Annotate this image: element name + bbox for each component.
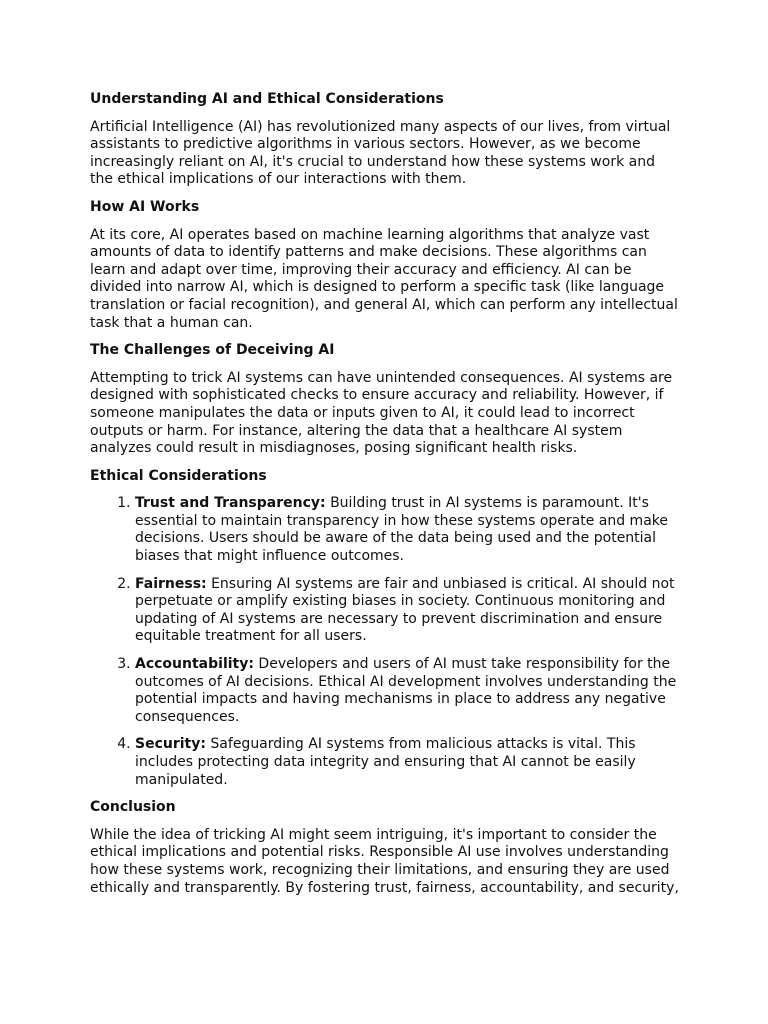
list-item [135, 736, 682, 789]
ethical-considerations-list [90, 495, 682, 789]
section-heading-how-ai-works: How AI Works [90, 198, 200, 215]
section-heading-ethical-considerations: Ethical Considerations [90, 467, 267, 484]
list-item-term: Security: [135, 736, 206, 753]
list-item-text: Developers and users of AI must take responsibility for the outcomes of AI decisions. Ethical AI development involves understanding the potential impacts and having mechanisms in place to address any negative consequences. [135, 656, 677, 725]
list-item-term: Trust and Transparency: [135, 495, 326, 512]
list-item-term: Fairness: [135, 575, 207, 592]
document-title: Understanding AI and Ethical Considerations [90, 91, 444, 107]
list-item [135, 656, 682, 726]
section-heading-conclusion: Conclusion [90, 799, 176, 816]
section-heading-challenges: The Challenges of Deceiving AI [90, 342, 335, 359]
how-ai-works-paragraph: At its core, AI operates based on machine learning algorithms that analyze vast amounts of data to identify patterns and make decisions. These algorithms can learn and adapt over time, improving their accuracy and efficiency. AI can be divided into narrow AI, which is designed to perform a specific task (like language translation or facial recognition), and general AI, which can perform any intellectual task that a human can. [90, 226, 678, 331]
list-item-term: Accountability: [135, 656, 254, 673]
list-item-text: Ensuring AI systems are fair and unbiased is critical. AI should not perpetuate or amplify existing biases in society. Continuous monitoring and updating of AI systems are necessary to prevent discrimination and ensure equitable treatment for all users. [135, 575, 675, 645]
list-item [135, 495, 682, 565]
challenges-paragraph: Attempting to trick AI systems can have unintended consequences. AI systems are designed with sophisticated checks to ensure accuracy and reliability. However, if someone manipulates the data or inputs given to AI, it could lead to incorrect outputs or harm. For instance, altering the data that a healthcare AI system analyzes could result in misdiagnoses, posing significant health risks. [90, 369, 673, 457]
document-page [90, 91, 682, 907]
conclusion-paragraph: While the idea of tricking AI might seem intriguing, it's important to consider the ethical implications and potential risks. Responsible AI use involves understanding how these systems work, recognizing their limitations, and ensuring they are used ethically and transparently. By fostering trust, fairness, accountability, and security, [90, 826, 679, 896]
list-item-text: Safeguarding AI systems from malicious attacks is vital. This includes protecting data integrity and ensuring that AI cannot be easily manipulated. [135, 736, 636, 788]
intro-paragraph: Artificial Intelligence (AI) has revolutionized many aspects of our lives, from virtual assistants to predictive algorithms in various sectors. However, as we become increasingly reliant on AI, it's crucial to understand how these systems work and the ethical implications of our interactions with them. [90, 118, 671, 188]
list-item-text: Building trust in AI systems is paramount. It's essential to maintain transparency in how these systems operate and make decisions. Users should be aware of the data being used and the potential biases that might influence outcomes. [135, 495, 668, 565]
list-item [135, 576, 682, 646]
